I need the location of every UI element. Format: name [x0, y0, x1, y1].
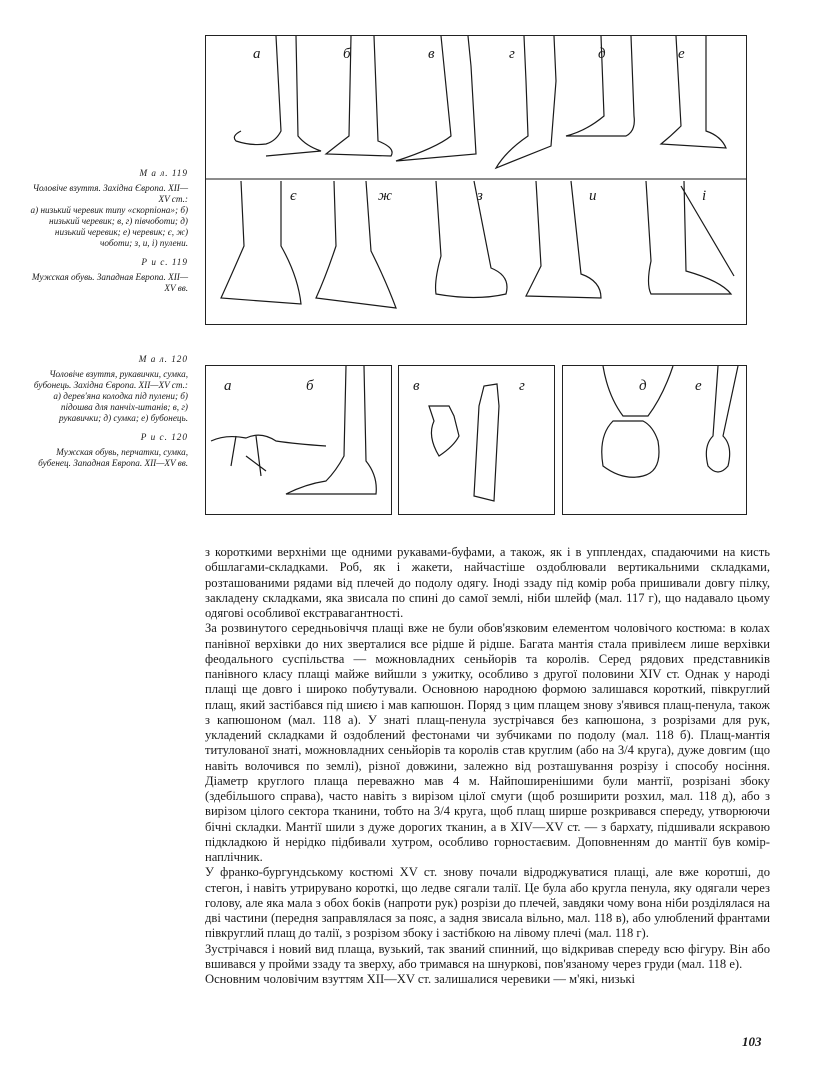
- paragraph-3: У франко-бургундському костюмі XV ст. знову почали відроджуватися плащі, але вже коротші, до стегон, і навіть утрирувано короткі, що ледве сягали талії. Це була або кругла пенула, яку одягали через голову, але яка мала з обох боків (напроти рук) розрізи до плечей, завдяки чому вона ніби розділялася на дві частини (передня заправлялася за пояс, а задня звисала вільно, мал. 118 в), або улюблений франтами півкруглий плащ до талії, з розрізом збоку і застібкою на лівому плечі (мал. 118 г).: [205, 865, 770, 941]
- shoe-a-icon: [234, 36, 321, 156]
- figure-120-panel-ab-drawing: [206, 366, 391, 514]
- label-ye: є: [290, 188, 297, 204]
- shoe-b-icon: [326, 36, 392, 156]
- glove-v-icon: [429, 406, 459, 456]
- main-text: [205, 545, 770, 987]
- shoe-v-icon: [396, 36, 476, 161]
- label-120-e: е: [695, 378, 702, 394]
- label-a: а: [253, 46, 261, 62]
- figure-120-panel-vg-drawing: [399, 366, 554, 514]
- figure-120-label-ua: М а л. 120: [138, 354, 188, 364]
- figure-120-title-ua: Чоловіче взуття, рукавички, сумка, бубонець. Західна Європа. XII—XV ст.:: [33, 369, 188, 390]
- page-number: 103: [742, 1034, 762, 1049]
- label-z: з: [477, 188, 483, 204]
- figure-120-title-ru: Мужская обувь, перчатки, сумка, бубенец. Западная Европа. XII—XV вв.: [38, 447, 188, 468]
- wooden-sole-icon: [211, 435, 326, 476]
- figure-120-panel-vg: [398, 365, 555, 515]
- figure-119-caption: [28, 168, 188, 294]
- shoe-e-icon: [661, 36, 726, 148]
- label-120-a: а: [224, 378, 232, 394]
- stocking-sole-icon: [286, 366, 376, 494]
- label-g: г: [509, 46, 515, 62]
- paragraph-1: з короткими верхніми ще одними рукавами-буфами, а також, як і в упплендах, спадаючими на кисть обшлагами-складками. Роб, як і жакети, найчастіше оздоблювали вертикальними складками, розташованими рядами від плечей до подолу одягу. Іноді ззаду під комір роба пришивали довгу пілку, закладену складками, яка звисала по спині до самої землі, ніби шлейф (мал. 117 г), що надавало цьому одягові особливої екстравагантності.: [205, 545, 770, 620]
- figure-120-panel-de-drawing: [563, 366, 746, 514]
- glove-g-icon: [474, 384, 499, 501]
- shoe-g-icon: [496, 36, 556, 168]
- figure-119: [205, 35, 747, 325]
- label-120-g: г: [519, 378, 525, 394]
- paragraph-4: Зустрічався і новий вид плаща, вузький, так званий спинний, що відкривав спереду всю фігуру. Він або вшивався у пройми ззаду та зверху, або тримався на шнуркові, пов'язаному через груди (мал. 118 е).: [205, 941, 770, 971]
- figure-119-label-ua: М а л. 119: [139, 168, 188, 178]
- figure-119-title-ru: Мужская обувь. Западная Европа. XII—XV вв.: [31, 272, 188, 293]
- purse-icon: [602, 366, 673, 477]
- figure-119-title-ua: Чоловіче взуття. Західна Європа. XII—XV ст.:: [32, 183, 188, 204]
- paragraph-5: Основним чоловічим взуттям XII—XV ст. залишалися черевики — м'які, низькі: [205, 972, 635, 986]
- label-b: б: [343, 46, 351, 62]
- figure-120-panel-ab: [205, 365, 392, 515]
- figure-120-label-ru: Р и с. 120: [140, 432, 188, 442]
- figure-119-label-ru: Р и с. 119: [141, 257, 188, 267]
- figure-119-drawing: [206, 36, 746, 324]
- label-120-v: в: [413, 378, 420, 394]
- bell-icon: [706, 366, 738, 472]
- label-d: д: [598, 46, 606, 62]
- shoe-z-icon: [436, 181, 507, 298]
- boot-ye-icon: [221, 181, 301, 304]
- figure-120-caption: [28, 354, 188, 469]
- shoe-i-icon: [646, 181, 734, 294]
- label-120-d: д: [639, 378, 647, 394]
- figure-120-items-ua: а) дерев'яна колодка під пулени; б) підошва для панчіх-штанів; в, г) рукавички; д) сумка; е) бубонець.: [53, 391, 188, 423]
- label-e: е: [678, 46, 685, 62]
- label-zh: ж: [378, 188, 392, 204]
- figure-120-panel-de: [562, 365, 747, 515]
- label-120-b: б: [306, 378, 314, 394]
- label-v: в: [428, 46, 435, 62]
- label-i: і: [702, 188, 707, 204]
- label-y: и: [589, 188, 597, 204]
- figure-119-items-ua: а) низький черевик типу «скорпіона»; б) низький черевик; в, г) півчоботи; д) низький черевик; е) черевик; є, ж) чоботи; з, и, і) пулени.: [30, 205, 188, 248]
- paragraph-2: За розвинутого середньовіччя плащі вже не були обов'язковим елементом чоловічого костюма: в колах панівної верхівки до них зверталися все рідше й рідше. Багата мантія стала привілеєм лише верхівки феодального суспільства — можновладних сеньйорів та королів. Серед рядових представників панівного класу плащі майже вийшли з ужитку, особливо з другої половини XIV ст. Однак у народі плащі ще довго і широко побутували. Основною народною формою залишався короткий, півкруглий плащ, який застібався під шиєю і мав капюшон. Поряд з цим плащем знову з'явився плащ-пенула, також з капюшоном (мал. 118 а). У знаті плащ-пенула зустрічався без капюшона, з розрізами для рук, укладений складками й оздоблений фестонами чи зубчиками по подолу (мал. 118 б). Плащ-мантія титулованої знаті, можновладних сеньйорів та королів став круглим (або на 3/4 круга), дуже довгим (що навіть волочився по землі), різної довжини, залежно від розташування розрізу і способу носіння. Діаметр круглого плаща переважно мав 4 м. Найпоширенішими були мантії, розрізані збоку (здебільшого справа), часто навіть з вирізом цілої смуги (щоб розширити розхил, мал. 118 д), або з вирізом цілого сектора тканини, тобто на 3/4 круга, щоб плащ ширше розкривався спереду, утворюючи бічні складки. Мантії шили з дуже дорогих тканин, а в XIV—XV ст. — з бархату, підшивали яскравою підкладкою й нерідко підбивали хутром, особливо горностаєвим. Доповненням до мантії був комір-наплічник.: [205, 621, 770, 864]
